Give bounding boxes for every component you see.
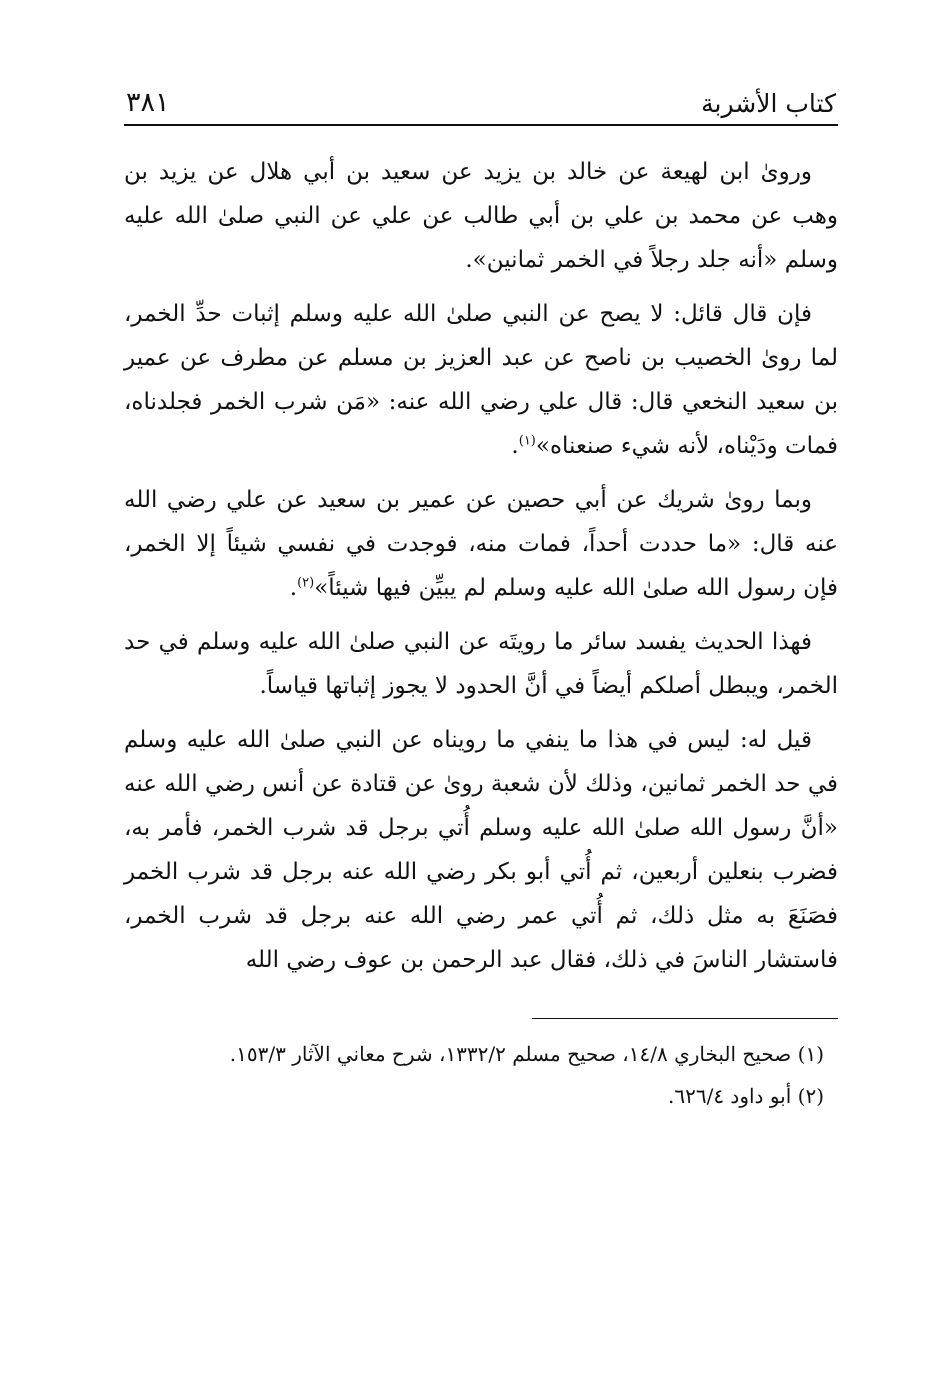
paragraph-3-text: وبما رویٰ شريك عن أبي حصين عن عمير بن سعيد عن علي رضي الله عنه قال: «ما حددت أحداً، فمات منه، فوجدت في نفسي شيئاً إلا الخمر، فإن رسول الله صلىٰ الله عليه وسلم لم يبيِّن فيها شيئاً» <box>124 487 838 601</box>
footnote-1: (١) صحيح البخاري ١٤/٨، صحيح مسلم ١٣٣٢/٢، شرح معاني الآثار ١٥٣/٣. <box>229 1042 824 1066</box>
running-header <box>124 74 838 122</box>
main-text <box>124 150 838 982</box>
footnotes <box>124 1035 838 1115</box>
paragraph-3: وبما رویٰ شريك عن أبي حصين عن عمير بن سعيد عن علي رضي الله عنه قال: «ما حددت أحداً، فمات منه، فوجدت في نفسي شيئاً إلا الخمر، فإن رسول الله صلىٰ الله عليه وسلم لم يبيِّن فيها شيئاً»$^{(٢)}$. <box>124 487 838 601</box>
paragraph-2-text: فإن قال قائل: لا يصح عن النبي صلىٰ الله عليه وسلم إثبات حدِّ الخمر، لما رویٰ الخصيب بن ناصح عن عبد العزيز بن مسلم عن مطرف عن عمير بن سعيد النخعي قال: قال علي رضي الله عنه: «مَن شرب الخمر فجلدناه، فمات ودَيْناه، لأنه شيء صنعناه» <box>124 301 838 459</box>
footnote-ref-2[interactable]: (٢) <box>297 575 315 591</box>
paragraph-5 <box>124 718 838 982</box>
paragraph-5-text: قيل له: ليس في هذا ما ينفي ما رويناه عن النبي صلىٰ الله عليه وسلم في حد الخمر ثمانين، وذلك لأن شعبة رویٰ عن قتادة عن أنس رضي الله عنه «أنَّ رسول الله صلىٰ الله عليه وسلم أُتي برجل قد شرب الخمر، فأمر به، فضرب بنعلين أربعين، ثم أُتي أبو بكر رضي الله عنه برجل قد شرب الخمر فصَنَعَ به مثل ذلك، ثم أُتي عمر رضي الله عنه برجل قد شرب الخمر، فاستشار الناسَ في ذلك، فقال عبد الرحمن بن عوف رضي الله <box>124 727 838 973</box>
book-page <box>124 74 838 1119</box>
paragraph-4 <box>124 620 838 708</box>
chapter-title: كتاب الأشربة <box>701 89 836 118</box>
paragraph-1 <box>124 150 838 282</box>
footnote-separator <box>532 1018 838 1019</box>
paragraph-2: فإن قال قائل: لا يصح عن النبي صلىٰ الله عليه وسلم إثبات حدِّ الخمر، لما رویٰ الخصيب بن ناصح عن عبد العزيز بن مسلم عن مطرف عن عمير بن سعيد النخعي قال: قال علي رضي الله عنه: «مَن شرب الخمر فجلدناه، فمات ودَيْناه، لأنه شيء صنعناه»$^{(١)}$. <box>124 301 838 459</box>
page-number: ٣٨١ <box>126 87 170 118</box>
footnote-ref-1[interactable]: (١) <box>518 433 536 449</box>
paragraph-1-text: ورویٰ ابن لهيعة عن خالد بن يزيد عن سعيد بن أبي هلال عن يزيد بن وهب عن محمد بن علي بن أبي طالب عن علي عن النبي صلىٰ الله عليه وسلم «أنه جلد رجلاً في الخمر ثمانين». <box>124 159 838 273</box>
header-rule <box>124 124 838 126</box>
footnote-2: (٢) أبو داود ٦٢٦/٤. <box>668 1084 824 1108</box>
paragraph-4-text: فهذا الحديث يفسد سائر ما رويتَه عن النبي صلىٰ الله عليه وسلم في حد الخمر، ويبطل أصلكم أيضاً في أنَّ الحدود لا يجوز إثباتها قياساً. <box>124 629 838 699</box>
